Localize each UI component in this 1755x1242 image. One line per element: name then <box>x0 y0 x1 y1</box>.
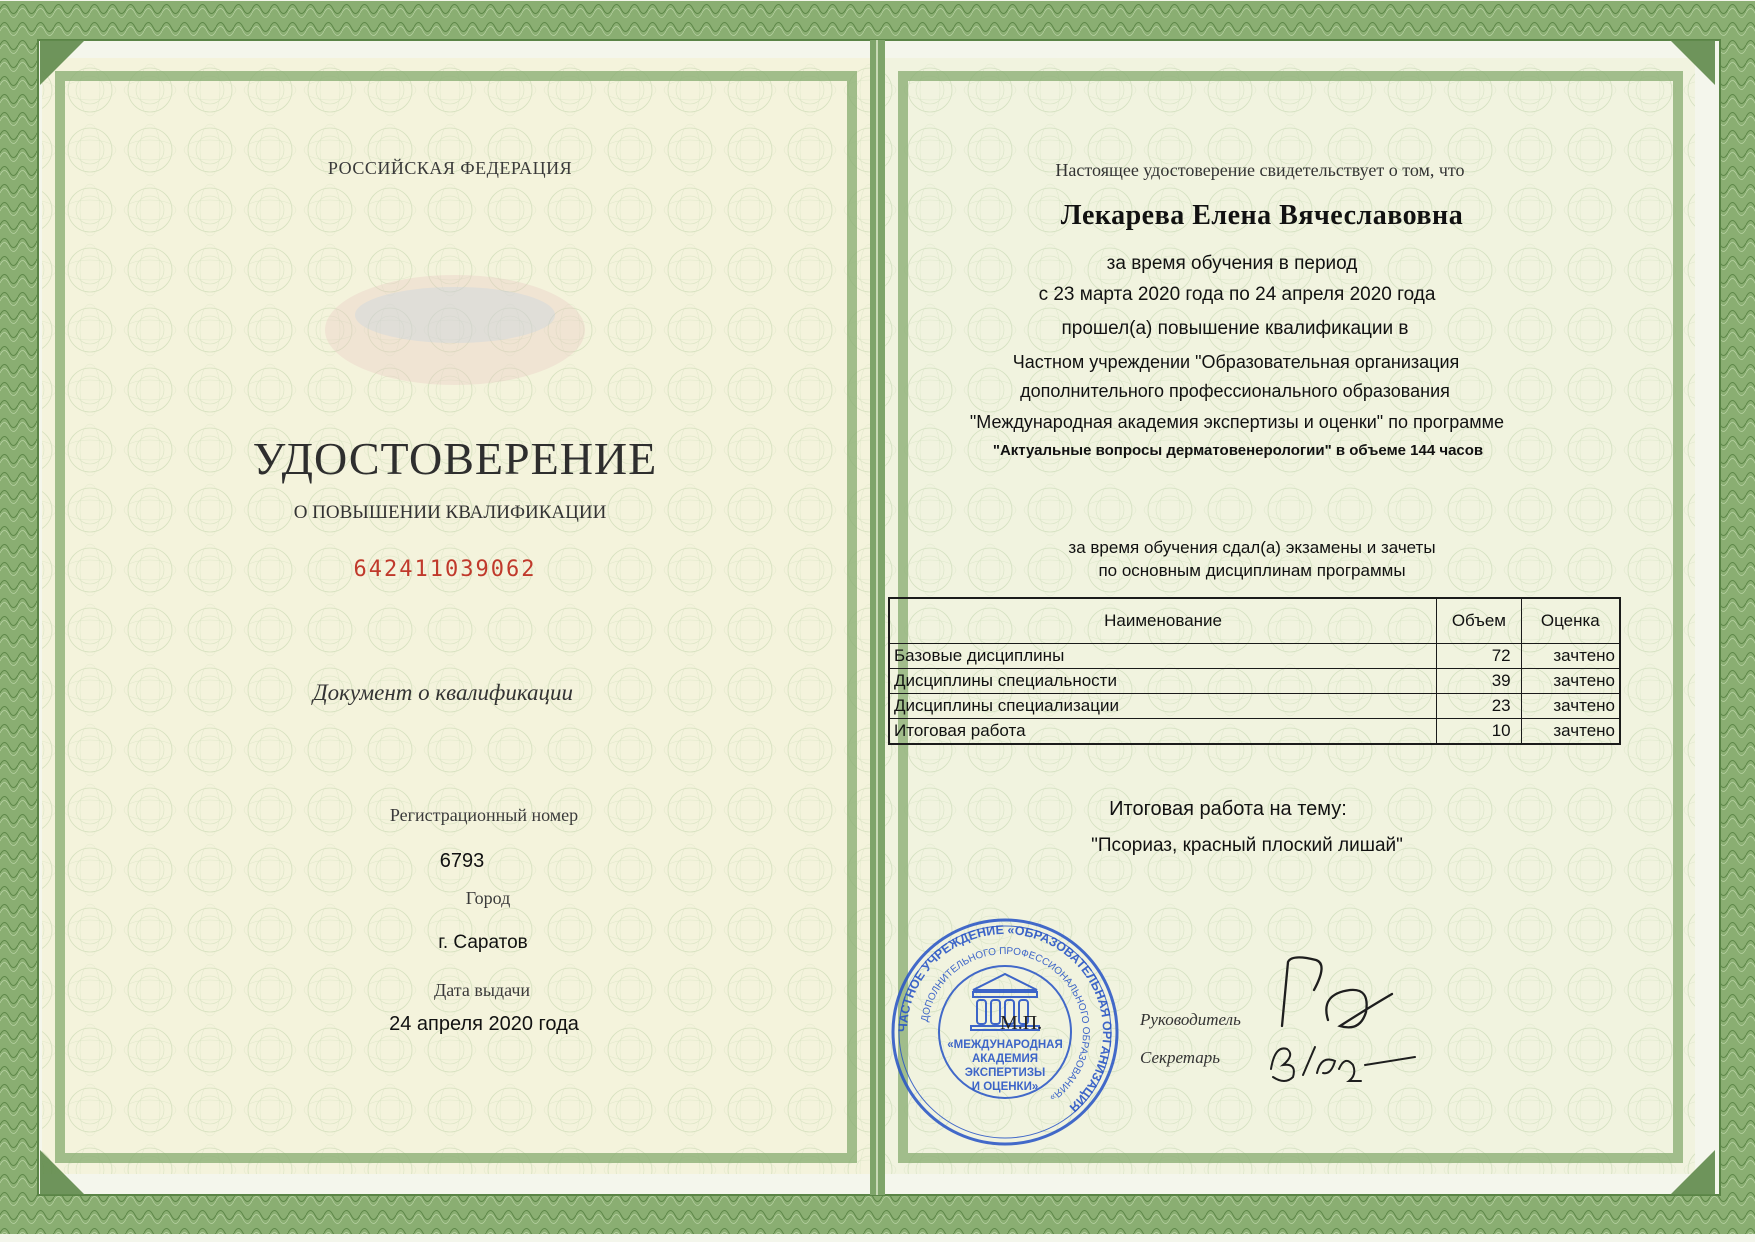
registration-label: Регистрационный номер <box>389 805 579 825</box>
head-signature <box>1270 950 1410 1035</box>
row-volume: 72 <box>1437 644 1521 669</box>
row-name: Базовые дисциплины <box>889 644 1437 669</box>
document-type: Документ о квалификации <box>312 680 574 705</box>
registration-number: 6793 <box>439 850 485 872</box>
table-row <box>889 694 1620 719</box>
row-volume: 39 <box>1437 669 1521 694</box>
city-label: Город <box>465 888 511 908</box>
row-volume: 23 <box>1437 694 1521 719</box>
header-grade: Оценка <box>1521 598 1620 644</box>
qualification-line: прошел(а) повышение квалификации в <box>1061 318 1409 339</box>
row-grade: зачтено <box>1521 719 1620 745</box>
issue-date-label: Дата выдачи <box>433 980 531 1000</box>
organization-line-1: Частном учреждении "Образовательная организация <box>1012 352 1460 372</box>
intro-text: Настоящее удостоверение свидетельствует о том, что <box>1055 160 1465 180</box>
period-intro: за время обучения в период <box>1106 253 1358 274</box>
country-label: РОССИЙСКАЯ ФЕДЕРАЦИЯ <box>327 158 573 178</box>
city-value: г. Саратов <box>438 932 528 953</box>
table-row <box>889 644 1620 669</box>
table-row <box>889 669 1620 694</box>
exams-line-1: за время обучения сдал(а) экзамены и зачеты <box>1068 538 1436 557</box>
svg-text:АКАДЕМИЯ: АКАДЕМИЯ <box>971 1053 1039 1065</box>
issue-date: 24 апреля 2020 года <box>389 1013 579 1035</box>
svg-text:ДОПОЛНИТЕЛЬНОГО ПРОФЕССИОНАЛЬН: ДОПОЛНИТЕЛЬНОГО ПРОФЕССИОНАЛЬНОГО ОБРАЗОВАНИЯ» <box>919 945 1092 1103</box>
svg-text:«МЕЖДУНАРОДНАЯ: «МЕЖДУНАРОДНАЯ <box>947 1039 1063 1051</box>
head-label: Руководитель <box>1140 1010 1241 1029</box>
disciplines-table <box>888 597 1621 745</box>
serial-number: 642411039062 <box>353 557 537 582</box>
secretary-signature <box>1265 1035 1425 1095</box>
table-header-row <box>889 598 1620 644</box>
svg-text:ЧАСТНОЕ УЧРЕЖДЕНИЕ «ОБРАЗОВАТЕ: ЧАСТНОЕ УЧРЕЖДЕНИЕ «ОБРАЗОВАТЕЛЬНАЯ ОРГАНИЗАЦИЯ <box>895 922 1115 1115</box>
row-name: Итоговая работа <box>889 719 1437 745</box>
study-period: с 23 марта 2020 года по 24 апреля 2020 года <box>1038 284 1436 305</box>
row-grade: зачтено <box>1521 644 1620 669</box>
final-work-label: Итоговая работа на тему: <box>1109 798 1347 820</box>
svg-text:ЭКСПЕРТИЗЫ: ЭКСПЕРТИЗЫ <box>964 1067 1046 1079</box>
document-subtitle: О ПОВЫШЕНИИ КВАЛИФИКАЦИИ <box>293 502 607 523</box>
holder-name: Лекарева Елена Вячеславовна <box>1060 200 1464 231</box>
header-volume: Объем <box>1437 598 1521 644</box>
row-grade: зачтено <box>1521 694 1620 719</box>
row-grade: зачтено <box>1521 669 1620 694</box>
document-title: УДОСТОВЕРЕНИЕ <box>252 433 658 484</box>
organization-line-3: "Международная академия экспертизы и оценки" по программе <box>969 412 1505 432</box>
row-name: Дисциплины специализации <box>889 694 1437 719</box>
final-work-topic: "Псориаз, красный плоский лишай" <box>1091 835 1403 856</box>
secretary-label: Секретарь <box>1140 1048 1220 1067</box>
program-line: "Актуальные вопросы дерматовенерологии" в объеме 144 часов <box>992 442 1484 459</box>
row-volume: 10 <box>1437 719 1521 745</box>
header-name: Наименование <box>889 598 1437 644</box>
stamp-place-label: М.П. <box>1000 1012 1043 1034</box>
organization-line-2: дополнительного профессионального образования <box>1020 381 1450 401</box>
exams-line-2: по основным дисциплинам программы <box>1098 561 1406 580</box>
row-name: Дисциплины специальности <box>889 669 1437 694</box>
svg-text:И ОЦЕНКИ»: И ОЦЕНКИ» <box>971 1081 1039 1093</box>
table-row <box>889 719 1620 745</box>
